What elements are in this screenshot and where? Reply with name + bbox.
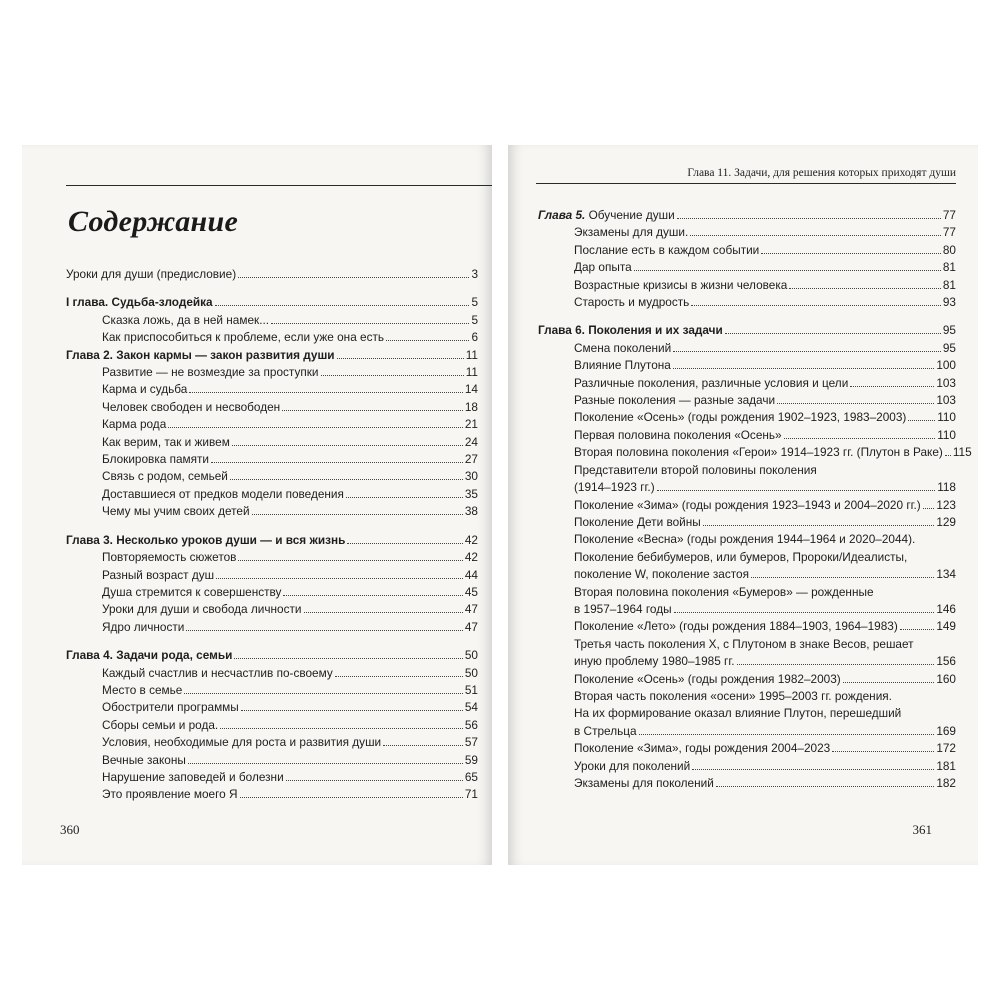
toc-entry-label: Повторяемость сюжетов (102, 550, 237, 565)
dot-leader (383, 745, 463, 746)
toc-page-number: 11 (465, 365, 478, 380)
toc-subsection-entry (66, 486, 478, 503)
toc-entry-label: Глава 5. Обучение души (538, 208, 675, 222)
toc-subsection-entry (538, 740, 956, 757)
toc-page-number: 156 (936, 654, 956, 669)
toc-entry-label: Карма рода (102, 417, 167, 432)
toc-subsection-entry (66, 786, 478, 803)
toc-subsection-entry (66, 549, 478, 566)
toc-entry-label: Уроки для души (предисловие) (66, 267, 237, 281)
dot-leader (189, 392, 463, 393)
dot-leader (283, 595, 462, 596)
dot-leader (234, 658, 463, 659)
toc-subsection-entry (538, 277, 956, 294)
toc-page-number: 160 (936, 671, 956, 686)
dot-leader (168, 427, 463, 428)
toc-subsection-entry (538, 259, 956, 276)
toc-subsection-entry (66, 584, 478, 601)
dot-leader (639, 734, 935, 735)
toc-page-number: 47 (464, 619, 478, 634)
toc-entry-label: Различные поколения, различные условия и цели (574, 375, 849, 390)
toc-entry-label: Карма и судьба (102, 382, 188, 397)
toc-page-number: 110 (937, 427, 956, 442)
toc-page-number: 42 (464, 532, 478, 547)
toc-subsection-entry (538, 671, 956, 688)
toc-page-number: 149 (936, 619, 956, 634)
toc-page-number: 21 (464, 417, 478, 432)
toc-entry-label: Экзамены для души. (574, 225, 689, 240)
toc-subsection-entry (538, 392, 956, 409)
toc-subsection-entry (66, 364, 478, 381)
toc-entry-label: Доставшиеся от предков модели поведения (102, 486, 344, 501)
toc-entry-label: в 1957–1964 годы (574, 601, 672, 616)
dot-leader (673, 351, 941, 352)
toc-page-number: 115 (952, 445, 972, 460)
dot-leader (188, 763, 463, 764)
dot-leader (737, 664, 935, 665)
toc-entry-label: Разный возраст душ (102, 567, 215, 582)
toc-page-number: 56 (464, 717, 478, 732)
left-book-page (22, 145, 492, 865)
toc-subsection-entry (538, 531, 956, 583)
toc-subsection-entry (538, 427, 956, 444)
dot-leader (220, 728, 463, 729)
dot-leader (761, 253, 941, 254)
toc-entry-label: Обострители программы (102, 700, 239, 715)
toc-entry-label: Поколение «Осень» (годы рождения 1902–1923, 1983–2003) (574, 410, 907, 425)
toc-entry-label: Поколение бебибумеров, или бумеров, Пророки/Идеалисты, (574, 549, 908, 564)
dot-leader (346, 497, 463, 498)
toc-entry-label: Как приспособиться к проблеме, если уже она есть (102, 330, 385, 345)
dot-leader (908, 420, 935, 421)
toc-subsection-entry (66, 468, 478, 485)
toc-entry-label: Поколение «Зима» (годы рождения 1923–1943 и 2004–2020 гг.) (574, 497, 921, 512)
toc-page-number: 103 (936, 393, 956, 408)
toc-page-number: 35 (464, 486, 478, 501)
toc-entry-label: Поколение «Осень» (годы рождения 1982–2003) (574, 671, 841, 686)
toc-subsection-entry (538, 357, 956, 374)
dot-leader (673, 368, 934, 369)
dot-leader (843, 682, 935, 683)
toc-entry-label: Чему мы учим своих детей (102, 504, 250, 519)
toc-page-number: 118 (937, 480, 956, 495)
toc-entry-label: Представители второй половины поколения (574, 462, 817, 477)
toc-page-number: 11 (465, 347, 478, 362)
toc-entry-label: Возрастные кризисы в жизни человека (574, 277, 788, 292)
toc-chapter-entry (66, 647, 478, 664)
toc-entry-label: Связь с родом, семьей (102, 469, 228, 484)
toc-subsection-entry (538, 409, 956, 426)
toc-list-right (538, 207, 972, 792)
toc-entry-label: Душа стремится к совершенству (102, 584, 282, 599)
dot-leader (716, 786, 935, 787)
toc-page-number: 129 (936, 514, 956, 529)
dot-leader (238, 560, 462, 561)
toc-entry-label: Вечные законы (102, 752, 186, 767)
toc-subsection-entry (66, 752, 478, 769)
dot-leader (690, 235, 941, 236)
toc-entry-label: Развитие — не возмездие за проступки (102, 365, 319, 380)
dot-leader (674, 612, 935, 613)
toc-entry-label: Послание есть в каждом событии (574, 242, 760, 257)
toc-entry-label: Уроки для поколений (574, 758, 691, 773)
dot-leader (321, 375, 464, 376)
toc-page-number: 134 (936, 567, 956, 582)
toc-entry-label: Вторая половина поколения «Бумеров» — рожденные (574, 584, 874, 599)
toc-chapter-entry (66, 266, 478, 283)
toc-entry-label: Каждый счастлив и несчастлив по-своему (102, 665, 333, 680)
toc-subsection-entry (538, 224, 956, 241)
toc-subsection-entry (538, 618, 956, 635)
toc-subsection-entry (538, 514, 956, 531)
toc-subsection-entry (66, 665, 478, 682)
toc-chapter-entry (66, 347, 478, 364)
toc-entry-label: Глава 4. Задачи рода, семьи (66, 648, 233, 663)
toc-entry-label: Глава 6. Поколения и их задачи (538, 323, 723, 338)
toc-subsection-entry (66, 434, 478, 451)
toc-page-number: 54 (464, 700, 478, 715)
toc-entry-label: Третья часть поколения X, с Плутоном в знаке Весов, решает (574, 636, 914, 651)
toc-page-number: 181 (936, 758, 956, 773)
toc-title: Содержание (68, 205, 239, 238)
dot-leader (282, 410, 463, 411)
toc-page-number: 51 (464, 682, 478, 697)
page-number-left: 360 (60, 822, 80, 837)
toc-subsection-entry (66, 312, 478, 329)
toc-page-number: 50 (464, 665, 478, 680)
toc-subsection-entry (66, 416, 478, 433)
toc-subsection-entry (538, 444, 972, 461)
toc-page-number: 100 (936, 358, 956, 373)
toc-entry-label: Экзамены для поколений (574, 776, 714, 790)
page-number-right: 361 (912, 822, 932, 837)
toc-entry-label: Ядро личности (102, 619, 185, 634)
dot-leader (211, 462, 463, 463)
toc-page-number: 24 (464, 434, 478, 449)
toc-page-number: 59 (464, 752, 478, 767)
toc-page-number: 44 (464, 567, 478, 582)
toc-entry-label: Влияние Плутона (574, 358, 671, 373)
toc-subsection-entry (538, 758, 956, 775)
toc-entry-label: Поколение «Весна» (годы рождения 1944–1964 и 2020–2044). (574, 532, 916, 547)
toc-entry-label: иную проблему 1980–1985 гг. (574, 654, 735, 669)
dot-leader (286, 780, 463, 781)
toc-subsection-entry (66, 769, 478, 786)
dot-leader (216, 578, 463, 579)
toc-page-number: 110 (937, 410, 956, 425)
toc-entry-label: Это проявление моего Я (102, 787, 238, 802)
dot-leader (241, 710, 463, 711)
toc-page-number: 123 (936, 497, 956, 512)
toc-entry-label: Глава 3. Несколько уроков души — и вся жизнь (66, 532, 346, 547)
toc-entry-label: Место в семье (102, 682, 183, 697)
toc-page-number: 47 (464, 602, 478, 617)
toc-subsection-entry (66, 381, 478, 398)
toc-entry-label: Человек свободен и несвободен (102, 399, 281, 414)
toc-entry-label: I глава. Судьба-злодейка (66, 295, 213, 310)
toc-page-number: 27 (464, 452, 478, 467)
toc-chapter-entry (538, 207, 956, 224)
running-head: Глава 11. Задачи, для решения которых приходят души (687, 167, 956, 179)
dot-leader (252, 514, 463, 515)
toc-page-number: 146 (936, 601, 956, 616)
toc-list-left (66, 266, 478, 804)
dot-leader (945, 455, 951, 456)
dot-leader (238, 277, 469, 278)
toc-page-number: 5 (471, 295, 478, 310)
toc-subsection-entry (66, 717, 478, 734)
dot-leader (677, 218, 941, 219)
toc-entry-label: (1914–1923 гг.) (574, 480, 655, 495)
toc-subsection-entry (66, 399, 478, 416)
toc-entry-label: Дар опыта (574, 260, 632, 275)
dot-leader (271, 323, 469, 324)
toc-page-number: 50 (464, 648, 478, 663)
toc-entry-label: Сборы семьи и рода. (102, 717, 219, 732)
dot-leader (751, 577, 934, 578)
toc-entry-label: Первая половина поколения «Осень» (574, 427, 782, 442)
dot-leader (347, 543, 463, 544)
dot-leader (725, 333, 941, 334)
toc-subsection-entry (538, 242, 956, 259)
toc-subsection-entry (66, 682, 478, 699)
right-book-page (508, 145, 978, 865)
toc-subsection-entry (538, 497, 956, 514)
toc-subsection-entry (66, 619, 478, 636)
dot-leader (240, 797, 463, 798)
toc-entry-label: Блокировка памяти (102, 452, 210, 467)
toc-chapter-entry (66, 532, 478, 549)
toc-page-number: 5 (471, 312, 478, 327)
toc-entry-label: Поколение «Зима», годы рождения 2004–2023 (574, 741, 831, 756)
toc-entry-label: Поколение Дети войны (574, 514, 701, 529)
toc-entry-label: Вторая часть поколения «осени» 1995–2003 гг. рождения. (574, 688, 892, 703)
toc-chapter-entry (538, 322, 956, 339)
header-rule (536, 183, 956, 184)
toc-entry-label: Старость и мудрость (574, 295, 690, 310)
toc-page-number: 77 (942, 225, 956, 240)
dot-leader (634, 270, 941, 271)
toc-page-number: 30 (464, 469, 478, 484)
toc-subsection-entry (538, 584, 956, 619)
toc-entry-label: Как верим, так и живем (102, 434, 230, 449)
dot-leader (386, 340, 469, 341)
dot-leader (923, 508, 935, 509)
dot-leader (337, 358, 464, 359)
toc-entry-label: Разные поколения — разные задачи (574, 393, 776, 408)
toc-subsection-entry (66, 451, 478, 468)
toc-page-number: 3 (471, 267, 478, 281)
toc-subsection-entry (538, 688, 956, 740)
toc-subsection-entry (66, 503, 478, 520)
toc-page-number: 38 (464, 504, 478, 519)
dot-leader (230, 479, 463, 480)
toc-entry-label: Поколение «Лето» (годы рождения 1884–1903, 1964–1983) (574, 619, 898, 634)
toc-subsection-entry (66, 567, 478, 584)
toc-entry-label: На их формирование оказал влияние Плутон, перешедший (574, 706, 902, 721)
toc-page-number: 81 (942, 260, 956, 275)
toc-page-number: 93 (942, 295, 956, 310)
toc-page-number: 95 (942, 340, 956, 355)
toc-page-number: 71 (464, 787, 478, 802)
toc-chapter-entry (66, 294, 478, 311)
toc-page-number: 14 (464, 382, 478, 397)
toc-entry-label: Вторая половина поколения «Герои» 1914–1923 гг. (Плутон в Раке) (574, 445, 943, 460)
dot-leader (789, 288, 941, 289)
dot-leader (232, 445, 463, 446)
toc-page-number: 65 (464, 769, 478, 784)
toc-page-number: 103 (936, 375, 956, 390)
dot-leader (184, 693, 463, 694)
toc-page-number: 182 (936, 776, 956, 790)
dot-leader (832, 751, 934, 752)
toc-page-number: 57 (464, 735, 478, 750)
toc-entry-label: Условия, необходимые для роста и развития души (102, 735, 382, 750)
dot-leader (691, 305, 941, 306)
toc-page-number: 80 (942, 242, 956, 257)
dot-leader (692, 769, 934, 770)
toc-page-number: 169 (936, 723, 956, 738)
toc-subsection-entry (66, 734, 478, 751)
toc-entry-label: Нарушение заповедей и болезни (102, 769, 284, 784)
toc-entry-label: Глава 2. Закон кармы — закон развития души (66, 347, 335, 362)
dot-leader (215, 305, 470, 306)
dot-leader (777, 403, 934, 404)
dot-leader (784, 438, 936, 439)
toc-subsection-entry (538, 294, 956, 311)
toc-subsection-entry (66, 329, 478, 346)
dot-leader (304, 612, 463, 613)
toc-page-number: 81 (942, 277, 956, 292)
chapter-number: Глава 5. (538, 208, 586, 222)
dot-leader (850, 386, 934, 387)
toc-page-number: 77 (942, 208, 956, 222)
dot-leader (186, 630, 462, 631)
toc-entry-label: Сказка ложь, да в ней намек... (102, 312, 270, 327)
toc-page-number: 6 (471, 330, 478, 345)
toc-subsection-entry (538, 462, 956, 497)
dot-leader (657, 490, 936, 491)
toc-page-number: 45 (464, 584, 478, 599)
toc-entry-label: в Стрельца (574, 723, 637, 738)
toc-page-number: 42 (464, 550, 478, 565)
toc-page-number: 172 (936, 741, 956, 756)
toc-entry-label: Смена поколений (574, 340, 672, 355)
toc-entry-label: поколение W, поколение застоя (574, 567, 749, 582)
toc-subsection-entry (66, 699, 478, 716)
dot-leader (900, 629, 935, 630)
dot-leader (703, 525, 935, 526)
toc-page-number: 95 (942, 323, 956, 338)
toc-subsection-entry (66, 601, 478, 618)
toc-subsection-entry (538, 375, 956, 392)
toc-subsection-entry (538, 340, 956, 357)
toc-subsection-entry (538, 775, 956, 792)
dot-leader (335, 676, 463, 677)
toc-page-number: 18 (464, 399, 478, 414)
toc-subsection-entry (538, 636, 956, 671)
toc-entry-label: Уроки для души и свобода личности (102, 602, 302, 617)
header-rule (66, 185, 492, 186)
